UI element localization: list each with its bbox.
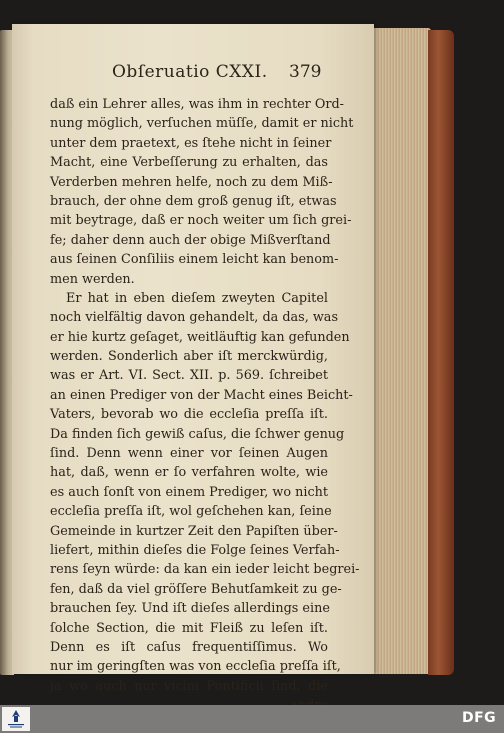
text-line: daß ein Lehrer alles, was ihm in rechter Ord-	[50, 97, 344, 112]
page-number: 379	[289, 62, 322, 82]
text-line: Vaters, bevorab wo die eccleſia preſſa iſt.	[50, 407, 328, 423]
text-line: Da finden ſich gewiß caſus, die ſchwer genug	[50, 426, 345, 442]
page-header	[112, 62, 322, 84]
text-line: nung möglich, verſuchen müſſe, damit er nicht	[50, 116, 354, 132]
text-line: Macht, eine Verbeſſerung zu erhalten, das	[50, 155, 328, 171]
text-line: ſind. Denn wenn einer vor ſeinen Augen	[50, 446, 328, 462]
dfg-logo: DFG	[462, 710, 497, 726]
text-line: werden. Sonderlich aber iſt merckwürdig,	[50, 349, 328, 365]
text-line: es auch ſonſt von einem Prediger, wo nicht	[50, 484, 328, 500]
text-line: noch vielfältig davon gehandelt, da das, was	[50, 310, 339, 326]
text-line: brauchen ſey. Und iſt dieſes allerdings eine	[50, 601, 330, 617]
viewer-footer	[0, 705, 504, 733]
text-line: brauch, der ohne dem groß genug iſt, etwas	[50, 193, 337, 209]
page-stack-edge	[373, 28, 431, 674]
text-line: nur im geringſten was von eccleſia preſſa iſt,	[50, 659, 341, 675]
text-line: men werden.	[50, 271, 135, 287]
running-title: Obſeruatio CXXI.	[112, 62, 268, 82]
text-line: fe; daher denn auch der obige Mißverſtand	[50, 232, 331, 248]
text-line: fen, daß da viel gröſſere Behutſamkeit zu ge-	[50, 581, 342, 597]
text-line: unter dem praetext, es ſtehe nicht in ſeiner	[50, 135, 332, 151]
text-line: eccleſia preſſa iſt, wol geſchehen kan, ſeine	[50, 504, 332, 520]
text-line: Gemeinde in kurtzer Zeit den Papiſten über-	[50, 523, 338, 539]
institution-logo	[2, 707, 30, 731]
text-line: Denn es iſt caſus frequentiſſimus. Wo	[50, 639, 328, 655]
text-line: Er hat in eben dieſem zweyten Capitel	[66, 290, 328, 306]
institution-logo-icon	[5, 709, 27, 729]
text-line: hat, daß, wenn er ſo verfahren wolte, wie	[50, 465, 328, 481]
text-line: was er Art. VI. Sect. XII. p. 569. ſchreibet	[50, 368, 328, 384]
book-cover-edge	[428, 30, 454, 675]
text-line: aus ſeinen Conſiliis einem leicht kan benom-	[50, 252, 339, 268]
body-text	[50, 95, 360, 716]
text-line: Verderben mehren helfe, noch zu dem Miß-	[50, 174, 333, 190]
text-line: liefert, mithin dieſes die Folge ſeines Verfah-	[50, 542, 340, 558]
text-line: mit beytrage, daß er noch weiter um ſich grei-	[50, 213, 352, 229]
text-line: rens ſeyn würde: da kan ein ieder leicht begrei-	[50, 562, 360, 578]
text-line: an einen Prediger von der Macht eines Beicht-	[50, 387, 353, 403]
text-line: ſolche Section, die mit Fleiß zu leſen iſt.	[50, 620, 328, 636]
text-line: ja wo auch nur vicini Pontificii ſind, die	[50, 678, 328, 694]
text-line: er hie kurtz geſaget, weitläuftig kan gefunden	[50, 329, 350, 345]
